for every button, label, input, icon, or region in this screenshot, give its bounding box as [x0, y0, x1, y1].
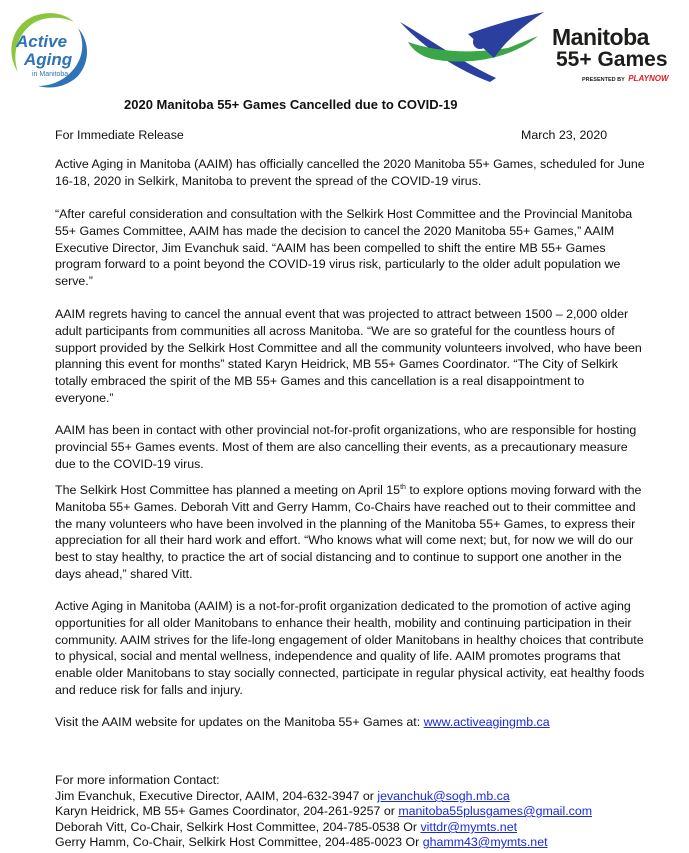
contact-email-link[interactable]: vittdr@mymts.net: [420, 820, 518, 834]
active-aging-word-aging: Aging: [24, 50, 73, 69]
contact-row: [55, 789, 510, 805]
active-aging-word-active: Active: [16, 32, 68, 51]
games-title-manitoba: Manitoba: [552, 24, 649, 50]
contact-email-link[interactable]: ghamm43@mymts.net: [422, 835, 548, 849]
games-figure-icon: [398, 8, 548, 88]
presented-by-label: PRESENTED BY: [582, 77, 625, 83]
contact-details: Gerry Hamm, Co-Chair, Selkirk Host Committee, 204-485-0023 Or: [55, 835, 423, 849]
active-aging-logo: [4, 8, 92, 90]
contact-email-link[interactable]: manitoba55plusgames@gmail.com: [398, 804, 593, 818]
contact-row: [55, 820, 517, 836]
press-release-title: 2020 Manitoba 55+ Games Cancelled due to COVID-19: [124, 97, 458, 112]
active-aging-word-in-manitoba: in Manitoba: [32, 71, 69, 78]
release-label: For Immediate Release: [55, 128, 184, 142]
paragraph-5-part-b: to explore options moving forward with the Manitoba 55+ Games. Deborah Vitt and Gerry Hamm, Co-Chairs have reached out to their committee and the many volunteers who have been involved in the planning of the Manitoba 55+ Games, to express their appreciation for all their hard work and effort. “Who knows what will come next; but, for now we will do our best to stay healthy, to practice the art of social distancing and to continue to support one another in the days ahead,” shared Vitt.: [55, 483, 642, 581]
games-title-55plus: 55+ Games: [556, 48, 668, 71]
paragraph-6: Active Aging in Manitoba (AAIM) is a not-for-profit organization dedicated to the promotion of active aging opportunities for all older Manitobans to enhance their health, mobility and continuing participation in their community. AAIM strives for the life-long engagement of older Manitobans in healthy choices that contribute to physical, social and mental wellness, independence and quality of life. AAIM promotes programs that enable older Manitobans to stay socially connected, participate in regular physical activity, eat healthy foods and reduce risk for falls and injury.: [55, 599, 645, 697]
paragraph-1: Active Aging in Manitoba (AAIM) has officially cancelled the 2020 Manitoba 55+ Games, scheduled for June 16-18, 2020 in Selkirk, Manitoba to prevent the spread of the COVID-19 virus.: [55, 157, 645, 188]
website-prompt: Visit the AAIM website for updates on the Manitoba 55+ Games at:: [55, 715, 424, 729]
playnow-sponsor: PLAYNOW: [628, 74, 669, 83]
paragraph-5-part-a: The Selkirk Host Committee has planned a meeting on April 15: [55, 483, 401, 497]
contact-row: [55, 835, 548, 851]
contact-details: Jim Evanchuk, Executive Director, AAIM, 204-632-3947 or: [55, 789, 378, 803]
paragraph-4: AAIM has been in contact with other provincial not-for-profit organizations, who are responsible for hosting provincial 55+ Games events. Most of them are also cancelling their events, as a precautionary measure due to the COVID-19 virus.: [55, 423, 637, 471]
website-link[interactable]: www.activeagingmb.ca: [423, 715, 550, 729]
paragraph-5: [55, 482, 645, 583]
paragraph-3: AAIM regrets having to cancel the annual event that was projected to attract between 1500 – 2,000 older adult participants from communities all across Manitoba. “We are so grateful for the countless hours of support provided by the Selkirk Host Committee and all the community volunteers involved, who have been planning this event for months” stated Karyn Heidrick, MB 55+ Games Coordinator. “The City of Selkirk totally embraced the spirit of the MB 55+ Games and this cancellation is a real disappointment to everyone.”: [55, 307, 642, 405]
paragraph-2: “After careful consideration and consultation with the Selkirk Host Committee and the Provincial Manitoba 55+ Games Committee, AAIM has made the decision to cancel the 2020 Manitoba 55+ Games,” AAIM Executive Director, Jim Evanchuk said. “AAIM has been compelled to shift the entire MB 55+ Games program forward to a point beyond the COVID-19 virus risk, particularly to the older adult population we serve.”: [55, 207, 633, 289]
manitoba-55-games-logo: [398, 8, 684, 88]
contact-email-link[interactable]: jevanchuk@sogh.mb.ca: [377, 789, 510, 803]
ordinal-suffix: th: [400, 483, 406, 491]
contact-details: Deborah Vitt, Co-Chair, Selkirk Host Committee, 204-785-0538 Or: [55, 820, 421, 834]
release-date: March 23, 2020: [521, 128, 608, 142]
paragraph-7: [55, 714, 645, 731]
contact-row: [55, 804, 592, 820]
contact-details: Karyn Heidrick, MB 55+ Games Coordinator, 204-261-9257 or: [55, 804, 399, 818]
games-presented-by: [582, 74, 669, 83]
contact-heading: For more information Contact:: [55, 773, 220, 787]
